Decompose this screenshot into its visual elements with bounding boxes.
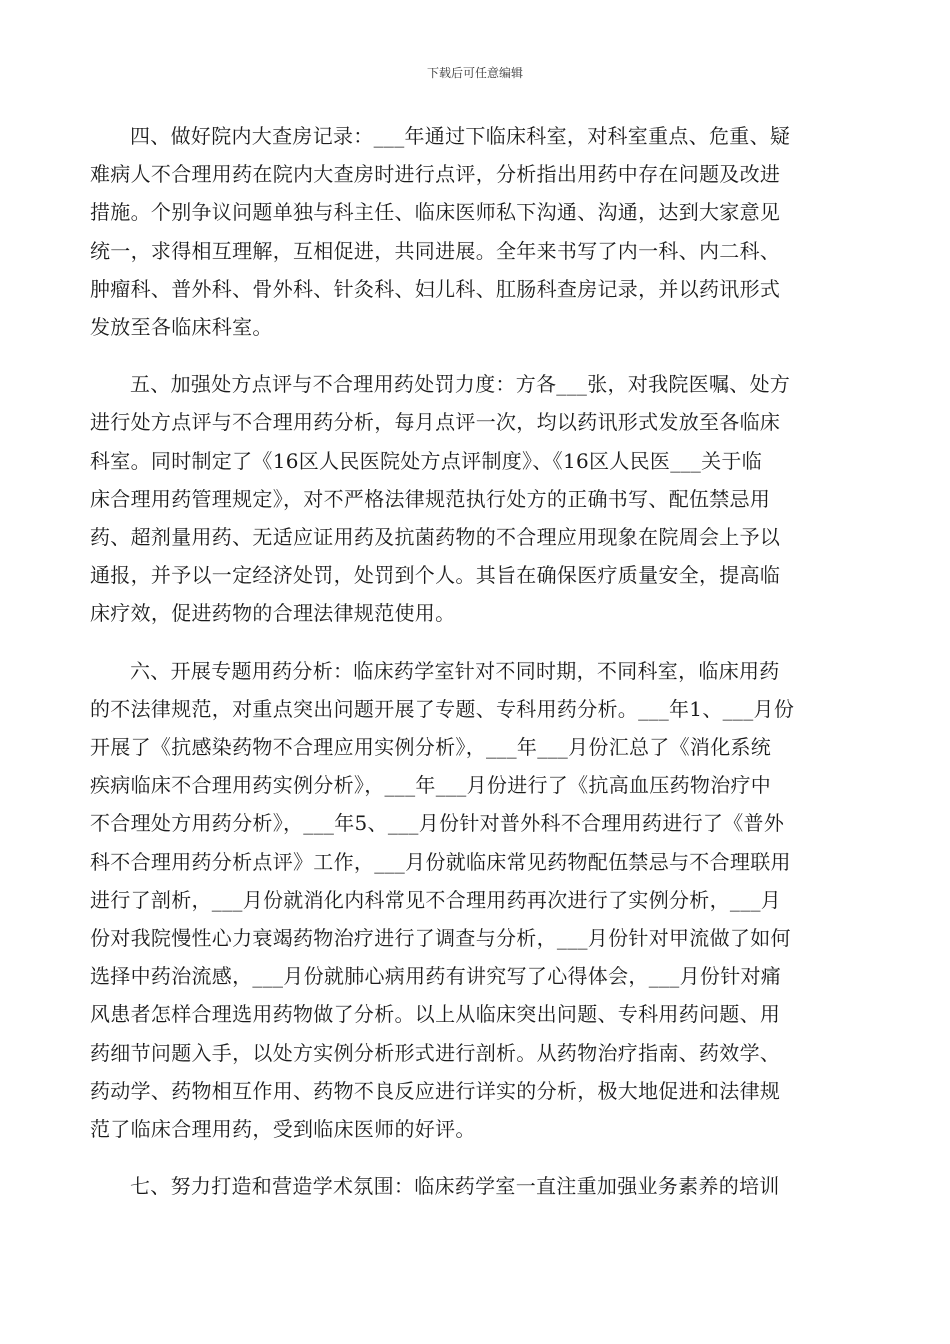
paragraph-line: 进行了剖析，___月份就消化内科常见不合理用药再次进行了实例分析，___月 bbox=[90, 887, 782, 912]
paragraph-line: 通报，并予以一定经济处罚，处罚到个人。其旨在确保医疗质量安全，提高临 bbox=[90, 563, 781, 588]
paragraph-line: 七、努力打造和营造学术氛围：临床药学室一直注重加强业务素养的培训 bbox=[130, 1174, 780, 1199]
paragraph-line: 统一，求得相互理解，互相促进，共同进展。全年来书写了内一科、内二科、 bbox=[90, 238, 781, 263]
paragraph-line: 科室。同时制定了《16区人民医院处方点评制度》、《16区人民医___关于临 bbox=[90, 448, 762, 473]
paragraph-line: 开展了《抗感染药物不合理应用实例分析》，___年___月份汇总了《消化系统 bbox=[90, 735, 772, 760]
paragraph-line: 四、做好院内大查房记录：___年通过下临床科室，对科室重点、危重、疑 bbox=[130, 124, 791, 148]
paragraph-line: 药、超剂量用药、无适应证用药及抗菌药物的不合理应用现象在院周会上予以 bbox=[90, 525, 781, 550]
paragraph-line: 份对我院慢性心力衰竭药物治疗进行了调查与分析，___月份针对甲流做了如何 bbox=[90, 926, 791, 951]
paragraph-line: 药动学、药物相互作用、药物不良反应进行详实的分析，极大地促进和法律规 bbox=[90, 1078, 781, 1103]
paragraph-line: 床合理用药管理规定》，对不严格法律规范执行处方的正确书写、配伍禁忌用 bbox=[90, 486, 771, 511]
paragraph-line: 发放至各临床科室。 bbox=[90, 315, 273, 340]
paragraph-line: 五、加强处方点评与不合理用药处罚力度：方各___张，对我院医嘱、处方 bbox=[130, 372, 791, 397]
paragraph-line: 科不合理用药分析点评》工作，___月份就临床常见药物配伍禁忌与不合理联用 bbox=[90, 849, 791, 874]
paragraph-3 bbox=[90, 652, 864, 1149]
paragraph-line: 六、开展专题用药分析：临床药学室针对不同时期，不同科室，临床用药 bbox=[130, 658, 780, 683]
paragraph-line: 床疗效，促进药物的合理法律规范使用。 bbox=[90, 601, 456, 626]
paragraph-line: 范了临床合理用药，受到临床医师的好评。 bbox=[90, 1117, 476, 1142]
paragraph-1 bbox=[90, 117, 864, 346]
paragraph-line: 的不法律规范，对重点突出问题开展了专题、专科用药分析。___年1、___月份 bbox=[90, 696, 795, 721]
paragraph-line: 难病人不合理用药在院内大查房时进行点评，分析指出用药中存在问题及改进 bbox=[90, 162, 781, 187]
paragraph-line: 选择中药治流感，___月份就肺心病用药有讲究写了心得体会，___月份针对痛 bbox=[90, 964, 782, 989]
document-body bbox=[90, 117, 864, 1205]
paragraph-line: 药细节问题入手，以处方实例分析形式进行剖析。从药物治疗指南、药效学、 bbox=[90, 1040, 781, 1065]
paragraph-line: 肿瘤科、普外科、骨外科、针灸科、妇儿科、肛肠科查房记录，并以药讯形式 bbox=[90, 276, 781, 301]
paragraph-2 bbox=[90, 365, 864, 632]
paragraph-line: 措施。个别争议问题单独与科主任、临床医师私下沟通、沟通，达到大家意见 bbox=[90, 200, 781, 225]
paragraph-4 bbox=[90, 1167, 864, 1205]
paragraph-line: 风患者怎样合理选用药物做了分析。以上从临床突出问题、专科用药问题、用 bbox=[90, 1002, 781, 1027]
paragraph-line: 不合理处方用药分析》，___年5、___月份针对普外科不合理用药进行了《普外 bbox=[90, 811, 785, 836]
paragraph-line: 进行处方点评与不合理用药分析，每月点评一次，均以药讯形式发放至各临床 bbox=[90, 410, 781, 435]
paragraph-line: 疾病临床不合理用药实例分析》，___年___月份进行了《抗高血压药物治疗中 bbox=[90, 773, 772, 798]
page-header: 下载后可任意编辑 bbox=[426, 66, 523, 80]
